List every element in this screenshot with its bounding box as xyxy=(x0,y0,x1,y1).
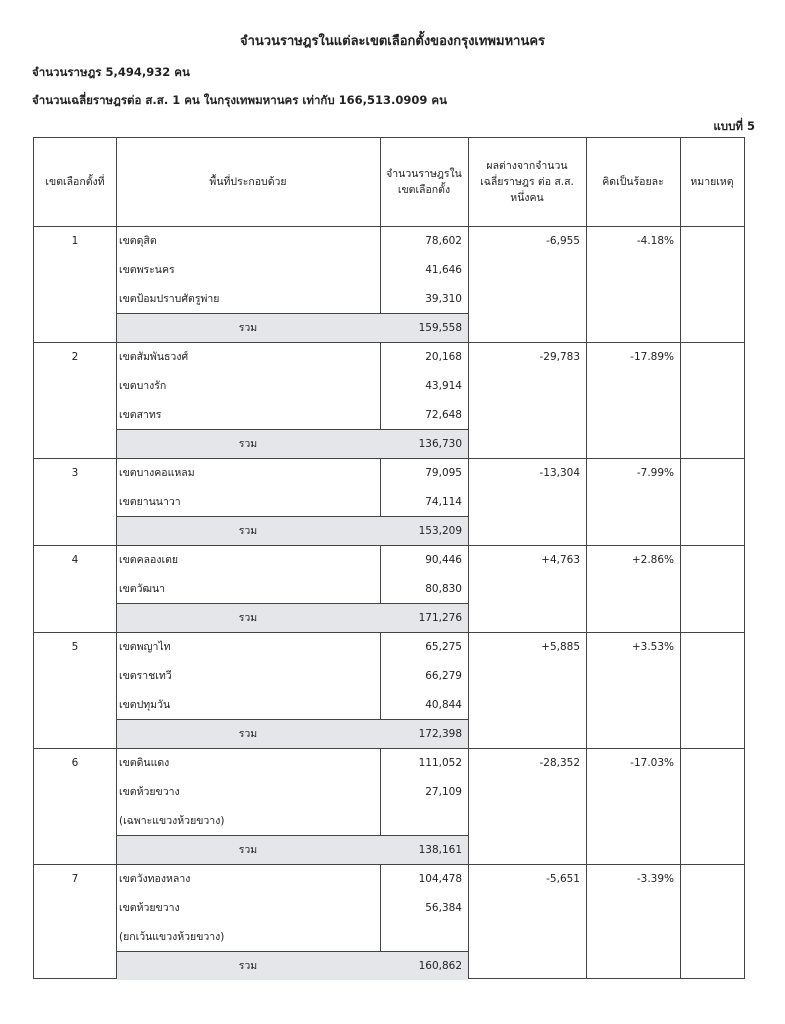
sum-label: รวม xyxy=(238,844,258,856)
difference-value: -28,352 xyxy=(539,757,580,769)
header-difference-line3: หนึ่งคน xyxy=(510,192,544,204)
district-divider xyxy=(34,545,744,546)
difference-value: -29,783 xyxy=(539,351,580,363)
population-value: 72,648 xyxy=(425,409,462,421)
header-district-no: เขตเลือกตั้งที่ xyxy=(45,176,105,188)
area-name: เขตปทุมวัน xyxy=(119,699,171,711)
difference-value: -13,304 xyxy=(539,467,580,479)
area-name: เขตคลองเตย xyxy=(119,554,179,566)
population-value: 40,844 xyxy=(425,699,462,711)
header-remark: หมายเหตุ xyxy=(690,176,734,188)
population-total: 171,276 xyxy=(418,612,462,624)
area-name: เขตสัมพันธวงศ์ xyxy=(119,351,189,363)
sum-row-divider xyxy=(116,719,468,720)
district-number: 7 xyxy=(71,873,79,885)
sum-label: รวม xyxy=(238,960,258,972)
district-number: 6 xyxy=(71,757,79,769)
sum-label: รวม xyxy=(238,438,258,450)
sum-label: รวม xyxy=(238,612,258,624)
area-name: เขตห้วยขวาง xyxy=(119,786,180,798)
population-total: 160,862 xyxy=(418,960,462,972)
percent-value: -3.39% xyxy=(636,873,674,885)
area-name: (เฉพาะแขวงห้วยขวาง) xyxy=(119,815,225,827)
area-name: เขตบางคอแหลม xyxy=(119,467,195,479)
header-difference-line2: เฉลี่ยราษฎร ต่อ ส.ส. xyxy=(480,176,574,188)
sum-row-divider xyxy=(116,951,468,952)
area-name: เขตพญาไท xyxy=(119,641,171,653)
area-name: เขตบางรัก xyxy=(119,380,167,392)
average-summary: จำนวนเฉลี่ยราษฎรต่อ ส.ส. 1 คน ในกรุงเทพมหานคร เท่ากับ 166,513.0909 คน xyxy=(32,93,447,107)
district-number: 2 xyxy=(71,351,79,363)
population-value: 111,052 xyxy=(418,757,462,769)
population-total: 138,161 xyxy=(418,844,462,856)
header-difference xyxy=(468,138,586,226)
population-summary: จำนวนราษฎร 5,494,932 คน xyxy=(32,65,190,79)
area-name: เขตห้วยขวาง xyxy=(119,902,180,914)
area-name: เขตยานนาวา xyxy=(119,496,181,508)
sum-row-divider xyxy=(116,603,468,604)
sum-row-divider xyxy=(116,429,468,430)
district-divider xyxy=(34,458,744,459)
area-name: เขตวัฒนา xyxy=(119,583,166,595)
header-population-line2: เขตเลือกตั้ง xyxy=(397,184,451,196)
district-number: 4 xyxy=(71,554,79,566)
percent-value: +2.86% xyxy=(631,554,674,566)
district-number: 3 xyxy=(71,467,79,479)
form-label: แบบที่ 5 xyxy=(713,119,755,133)
districts-table xyxy=(33,137,745,979)
population-value: 41,646 xyxy=(425,264,462,276)
sum-row-divider xyxy=(116,313,468,314)
percent-value: -17.03% xyxy=(630,757,674,769)
difference-value: -6,955 xyxy=(546,235,580,247)
area-name: เขตวังทองหลาง xyxy=(119,873,191,885)
population-total: 172,398 xyxy=(418,728,462,740)
population-value: 78,602 xyxy=(425,235,462,247)
difference-value: +4,763 xyxy=(541,554,580,566)
population-value: 56,384 xyxy=(425,902,462,914)
header-difference-line1: ผลต่างจากจำนวน xyxy=(486,160,568,172)
percent-value: -4.18% xyxy=(636,235,674,247)
percent-value: +3.53% xyxy=(631,641,674,653)
population-total: 136,730 xyxy=(418,438,462,450)
sum-row-divider xyxy=(116,516,468,517)
sum-label: รวม xyxy=(238,322,258,334)
population-value: 65,275 xyxy=(425,641,462,653)
column-divider xyxy=(680,138,681,978)
header-divider xyxy=(34,226,744,227)
percent-value: -17.89% xyxy=(630,351,674,363)
header-percent: คิดเป็นร้อยละ xyxy=(602,176,664,188)
population-total: 159,558 xyxy=(418,322,462,334)
district-divider xyxy=(34,342,744,343)
sum-label: รวม xyxy=(238,728,258,740)
district-number: 5 xyxy=(71,641,79,653)
population-value: 80,830 xyxy=(425,583,462,595)
district-divider xyxy=(34,632,744,633)
population-value: 90,446 xyxy=(425,554,462,566)
district-divider xyxy=(34,748,744,749)
area-name: เขตพระนคร xyxy=(119,264,175,276)
district-divider xyxy=(34,864,744,865)
area-name: เขตป้อมปราบศัตรูพ่าย xyxy=(119,293,220,305)
area-name: เขตดินแดง xyxy=(119,757,170,769)
population-value: 39,310 xyxy=(425,293,462,305)
page-title: จำนวนราษฎรในแต่ละเขตเลือกตั้งของกรุงเทพมหานคร xyxy=(239,34,546,49)
area-name: (ยกเว้นแขวงห้วยขวาง) xyxy=(119,931,225,943)
population-value: 66,279 xyxy=(425,670,462,682)
population-value xyxy=(380,929,462,945)
population-value: 27,109 xyxy=(425,786,462,798)
district-number: 1 xyxy=(71,235,79,247)
percent-value: -7.99% xyxy=(636,467,674,479)
header-population xyxy=(380,138,468,226)
difference-value: +5,885 xyxy=(541,641,580,653)
difference-value: -5,651 xyxy=(546,873,580,885)
area-name: เขตดุสิต xyxy=(119,235,157,247)
sum-row-divider xyxy=(116,835,468,836)
header-area: พื้นที่ประกอบด้วย xyxy=(209,176,287,188)
area-name: เขตราชเทวี xyxy=(119,670,172,682)
population-total: 153,209 xyxy=(418,525,462,537)
population-value: 104,478 xyxy=(418,873,462,885)
population-value: 79,095 xyxy=(425,467,462,479)
population-value: 74,114 xyxy=(425,496,462,508)
population-value: 20,168 xyxy=(425,351,462,363)
header-population-line1: จำนวนราษฎรใน xyxy=(386,168,462,180)
area-name: เขตสาทร xyxy=(119,409,162,421)
sum-label: รวม xyxy=(238,525,258,537)
population-value: 43,914 xyxy=(425,380,462,392)
population-value xyxy=(380,813,462,829)
